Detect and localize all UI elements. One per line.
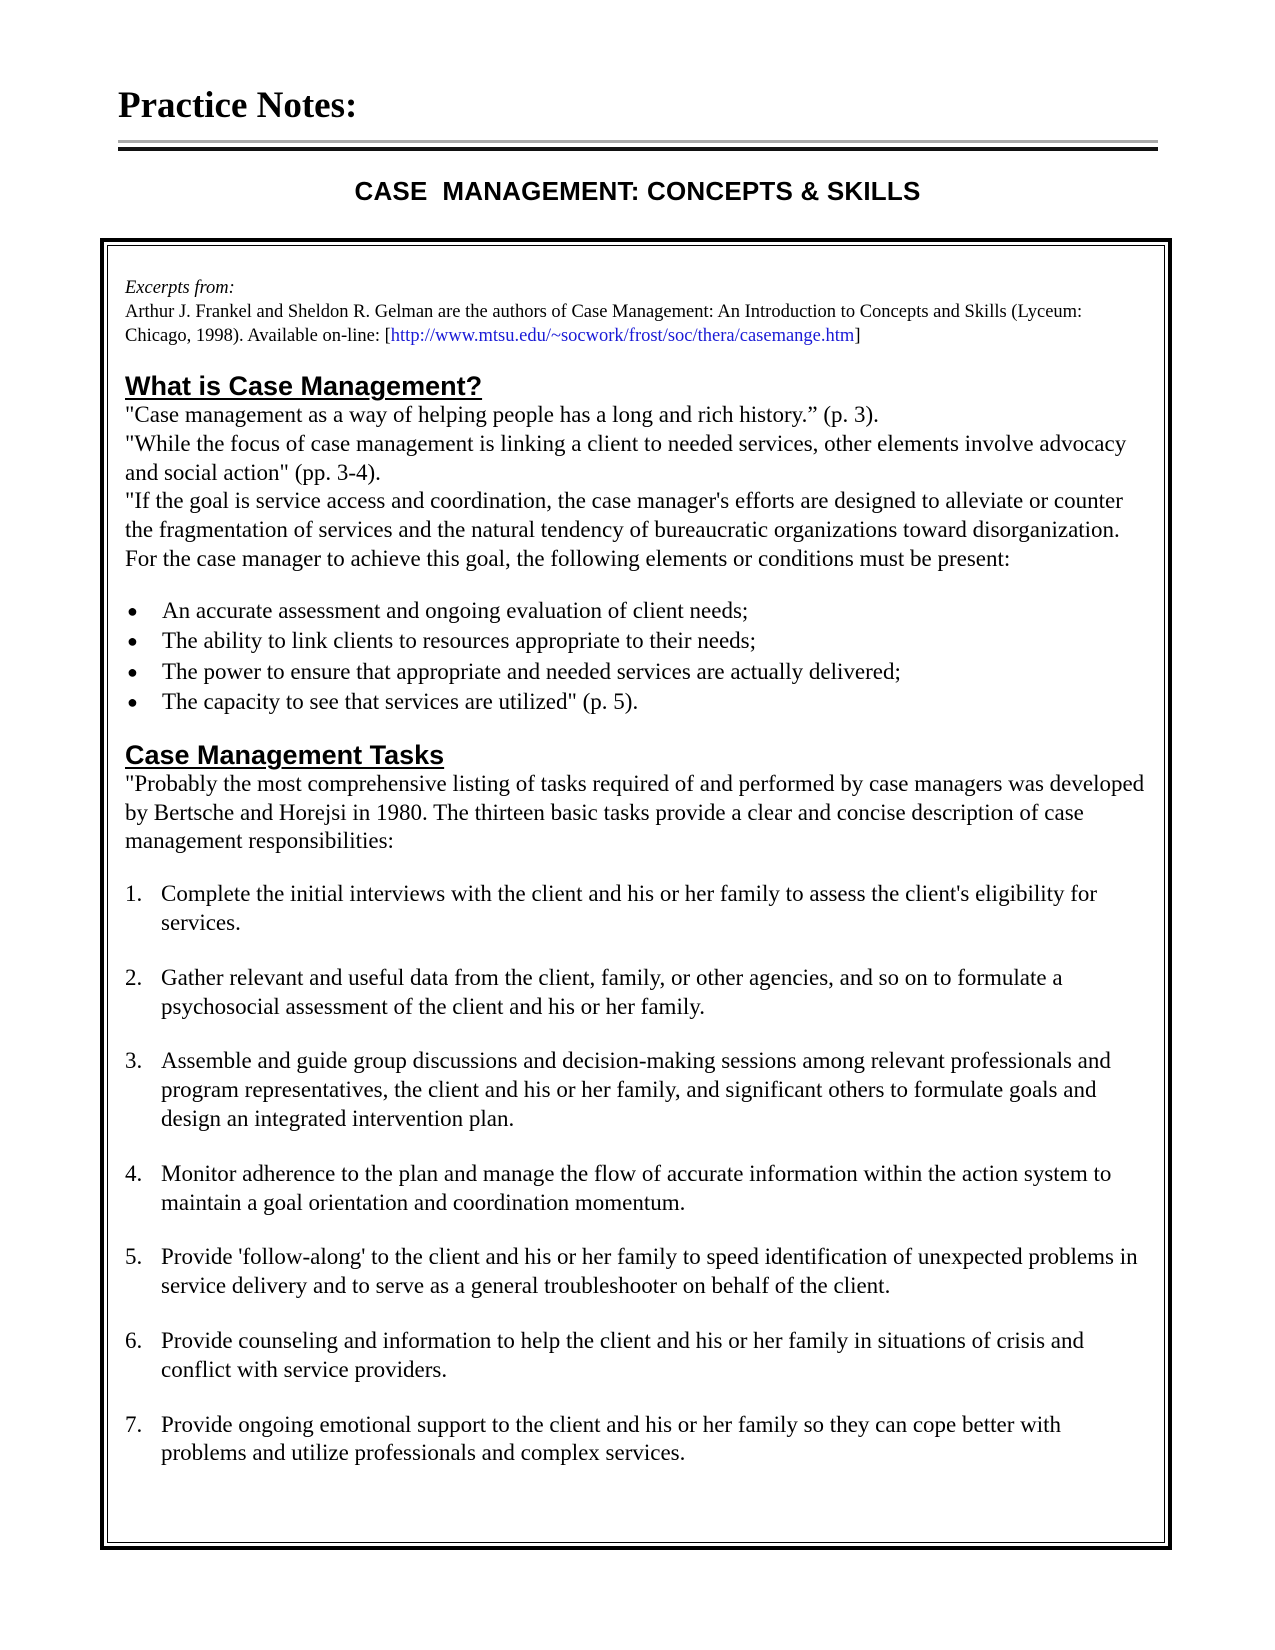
task-number: 2. <box>125 964 143 990</box>
section2-intro: "Probably the most comprehensive listing of tasks required of and performed by case managers was developed by Bertsche and Horejsi in 1980. The thirteen basic tasks provide a clear and concise description of case management responsibilities: <box>125 770 1145 854</box>
list-item <box>125 657 1148 688</box>
task-item <box>125 1243 1148 1301</box>
excerpt-label: Excerpts from: <box>125 278 235 298</box>
bullet-icon: ● <box>127 692 138 713</box>
conditions-list <box>125 596 1148 718</box>
tasks-list <box>125 880 1148 1468</box>
task-text: Provide 'follow-along' to the client and his or her family to speed identification of unexpected problems in service delivery and to serve as a general troubleshooter on behalf of the client. <box>161 1244 1138 1299</box>
task-item <box>125 880 1148 938</box>
list-item <box>125 687 1148 718</box>
section-heading-case-management-tasks: Case Management Tasks <box>125 739 445 770</box>
bullet-icon: ● <box>127 600 138 621</box>
excerpt-block <box>125 276 1148 348</box>
task-item <box>125 1411 1148 1469</box>
section-heading-what-is-case-management: What is Case Management? <box>125 371 483 401</box>
task-item <box>125 1047 1148 1133</box>
task-number: 4. <box>125 1160 143 1186</box>
header-rule <box>118 140 1158 151</box>
page-title: Practice Notes: <box>118 85 358 126</box>
bullet-icon: ● <box>127 661 138 682</box>
task-text: Provide ongoing emotional support to the client and his or her family so they can cope better with problems and utilize professionals and complex services. <box>161 1411 1061 1466</box>
task-item <box>125 1327 1148 1385</box>
document-title: CASE MANAGEMENT: CONCEPTS & SKILLS <box>354 176 921 206</box>
excerpt-text: Arthur J. Frankel and Sheldon R. Gelman are the authors of Case Management: An Introduction to Concepts and Skills (Lyceum: Chicago, 1998). Available on-line: [ <box>125 302 1083 346</box>
task-text: Assemble and guide group discussions and decision-making sessions among relevant professionals and program representatives, the client and his or her family, and significant others to formulate goals and design an integrated intervention plan. <box>161 1048 1111 1131</box>
list-item <box>125 626 1148 657</box>
task-number: 7. <box>125 1411 143 1437</box>
task-number: 1. <box>125 881 143 907</box>
content-box-inner <box>107 245 1165 1543</box>
list-item-text: The capacity to see that services are utilized" (p. 5). <box>162 689 639 715</box>
list-item-text: An accurate assessment and ongoing evaluation of client needs; <box>162 597 749 623</box>
task-item <box>125 964 1148 1022</box>
section1-paragraph: "If the goal is service access and coordination, the case manager's efforts are designed to alleviate or counter the fragmentation of services and the natural tendency of bureaucratic organizations toward disorganization. For the case manager to achieve this goal, the following elements or conditions must be present: <box>125 488 1123 571</box>
task-number: 6. <box>125 1327 143 1353</box>
task-text: Gather relevant and useful data from the client, family, or other agencies, and so on to formulate a psychosocial assessment of the client and his or her family. <box>161 964 1063 1019</box>
list-item-text: The ability to link clients to resources appropriate to their needs; <box>162 628 756 654</box>
excerpt-link[interactable]: http://www.mtsu.edu/~socwork/frost/soc/thera/casemange.htm <box>390 326 855 346</box>
task-number: 5. <box>125 1244 143 1270</box>
section1-paragraph: "Case management as a way of helping people has a long and rich history.” (p. 3). <box>125 402 879 427</box>
content-box <box>100 238 1172 1550</box>
bullet-icon: ● <box>127 631 138 652</box>
task-number: 3. <box>125 1048 143 1074</box>
task-text: Provide counseling and information to help the client and his or her family in situations of crisis and conflict with service providers. <box>161 1327 1085 1382</box>
task-text: Monitor adherence to the plan and manage the flow of accurate information within the action system to maintain a goal orientation and coordination momentum. <box>161 1160 1112 1215</box>
excerpt-after-link: ] <box>854 326 861 346</box>
page-header <box>118 84 1158 151</box>
list-item-text: The power to ensure that appropriate and needed services are actually delivered; <box>162 658 901 684</box>
section1-paragraph: "While the focus of case management is linking a client to needed services, other elements involve advocacy and social action" (pp. 3-4). <box>125 430 1127 485</box>
list-item <box>125 596 1148 627</box>
task-text: Complete the initial interviews with the client and his or her family to assess the client's eligibility for services. <box>161 881 1098 935</box>
task-item <box>125 1160 1148 1218</box>
excerpt-citation <box>125 300 1148 348</box>
